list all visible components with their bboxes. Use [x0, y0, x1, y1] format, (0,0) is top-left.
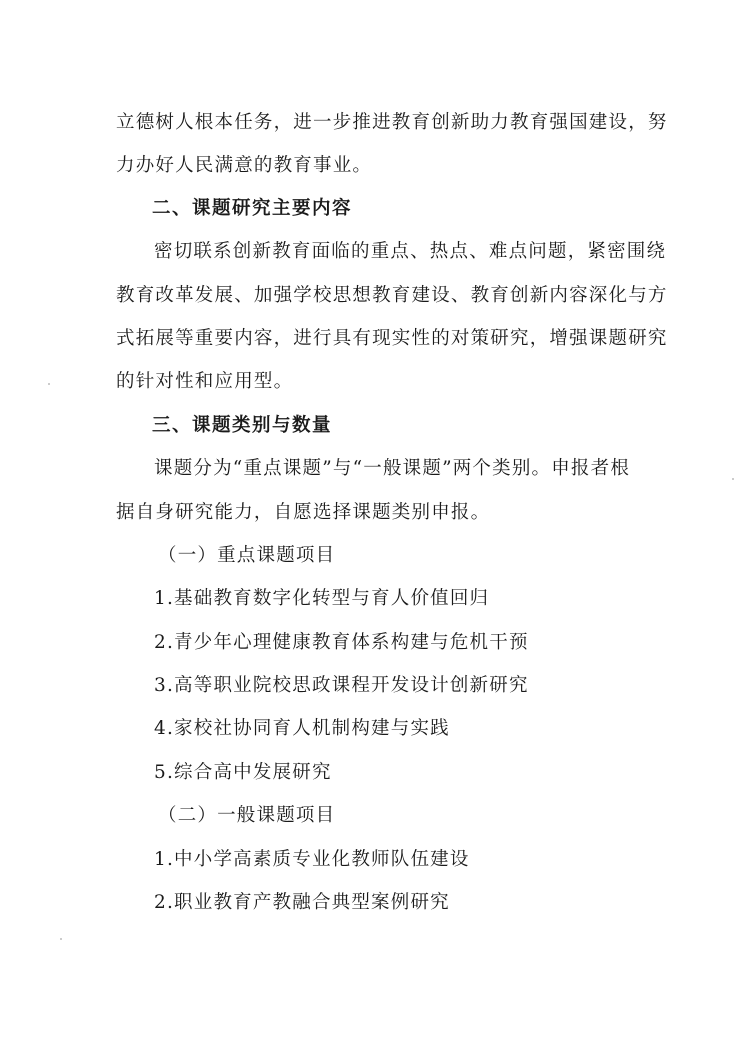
section-3-paragraph-line-1: 课题分为“重点课题”与“一般课题”两个类别。申报者根: [154, 458, 631, 479]
scan-speck: [732, 478, 734, 480]
key-projects-heading: （一）重点课题项目: [158, 545, 336, 566]
scan-speck: [60, 938, 62, 940]
general-project-item: 2.职业教育产教融合典型案例研究: [154, 892, 450, 913]
section-2-paragraph-line-3: 式拓展等重要内容，进行具有现实性的对策研究，增强课题研究: [116, 328, 668, 349]
section-2-paragraph-line-1: 密切联系创新教育面临的重点、热点、难点问题，紧密围绕: [154, 241, 667, 262]
section-2-heading: 二、课题研究主要内容: [152, 198, 353, 219]
key-project-item: 5.综合高中发展研究: [154, 762, 332, 783]
section-3-heading: 三、课题类别与数量: [152, 415, 333, 436]
section-2-paragraph-line-4: 的针对性和应用型。: [116, 371, 294, 392]
key-project-item: 1.基础教育数字化转型与育人价值回归: [154, 588, 490, 609]
general-project-item: 1.中小学高素质专业化教师队伍建设: [154, 849, 470, 870]
scan-speck: [48, 383, 50, 385]
section-2-paragraph-line-2: 教育改革发展、加强学校思想教育建设、教育创新内容深化与方: [116, 285, 668, 306]
key-project-item: 4.家校社协同育人机制构建与实践: [154, 718, 450, 739]
section-3-paragraph-line-2: 据自身研究能力，自愿选择课题类别申报。: [116, 502, 491, 523]
key-project-item: 3.高等职业院校思政课程开发设计创新研究: [154, 675, 529, 696]
paragraph-1-line-1: 立德树人根本任务，进一步推进教育创新助力教育强国建设，努: [116, 112, 668, 133]
key-project-item: 2.青少年心理健康教育体系构建与危机干预: [154, 632, 529, 653]
paragraph-1-line-2: 力办好人民满意的教育事业。: [116, 155, 373, 176]
general-projects-heading: （二）一般课题项目: [158, 805, 336, 826]
